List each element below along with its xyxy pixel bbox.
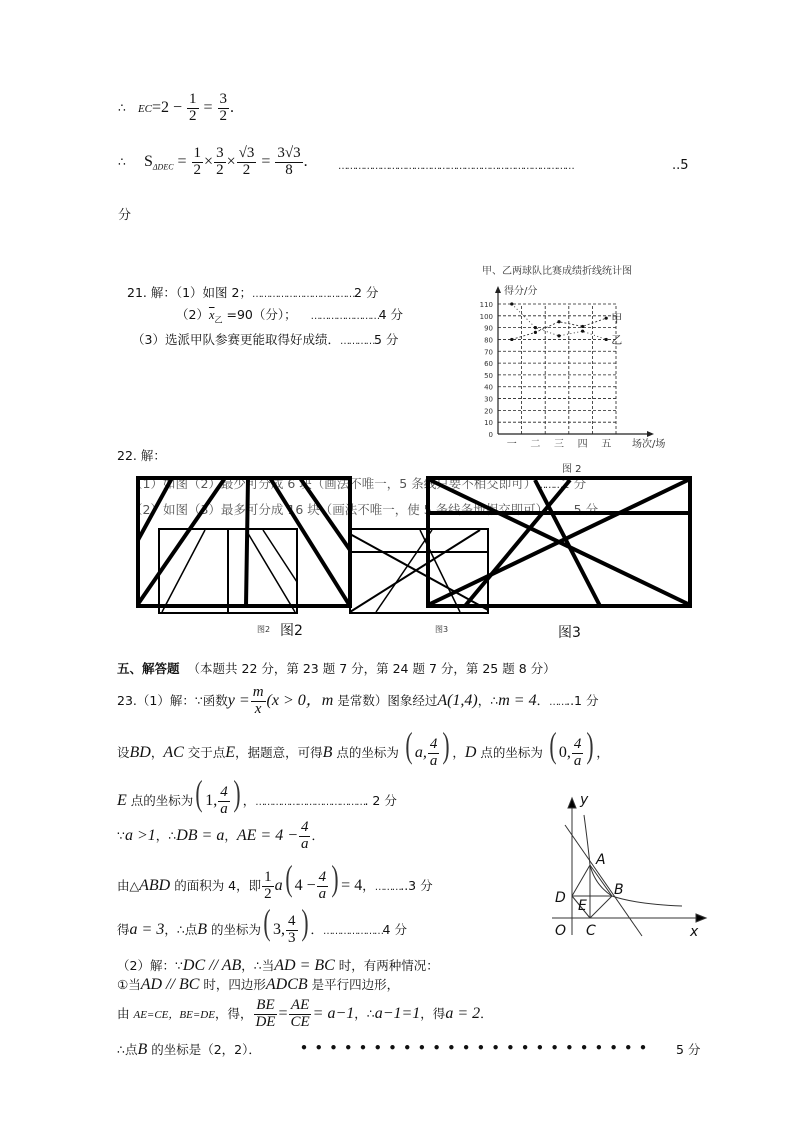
text: ∵ [117,827,125,843]
den: x [254,700,262,717]
x-label: x [690,924,699,940]
text: ，得， [214,1005,253,1021]
math: = 4 [341,877,363,894]
math: y = [227,691,250,709]
q23-line3: E 点的坐标为( 1, $\frac{4}{a}$ ) ，…………………………………. 2 分 [117,773,397,817]
math: a = 2 [445,1004,481,1022]
eq-text: = [177,152,187,170]
q22-heading: 22. 解： [117,448,166,463]
y-tick-label: 90 [484,324,493,333]
y-axis-arrow-icon [495,286,501,293]
fig2-caption: 图2 [280,623,303,639]
text: 由 [117,1005,134,1021]
math: m [321,691,334,709]
math: a >1 [124,826,156,844]
data-point [581,325,584,328]
den: 2 [242,161,251,178]
text: ． [311,827,324,843]
eq-text: =2 − [152,98,183,116]
x-tick-label: 一 [506,439,517,450]
text: ． [480,1005,493,1021]
math: E [225,744,236,761]
text: （2）如图（3）最多可分成 16 块（画法不唯一，使 5 条线条地相交即可） [130,502,549,517]
text: ． [536,692,550,708]
y-axis-arrow-icon [568,798,576,808]
line-chart [470,260,692,475]
x-tick-label: 五 [601,439,612,450]
den: CE [290,1013,310,1030]
num: 4 [318,869,327,886]
text: ，∴ [477,692,499,708]
num: 1 [189,91,197,107]
figure-2-3-drawings [130,470,700,620]
ec-label: EC [137,102,152,115]
data-point [605,338,608,341]
fraction [218,785,230,818]
num: 4 [220,784,228,801]
series-label: 甲 [611,312,623,326]
math: a−1=1 [374,1004,421,1022]
text: ，∴ [155,827,177,843]
leader-dots: ………… [339,336,374,347]
therefore-symbol: ∴ [118,99,126,115]
fraction [288,998,311,1031]
math: a, [414,744,427,761]
den: 2 [216,161,224,178]
data-point [510,338,513,341]
num: 4 [429,736,438,753]
text: =90（分）； [222,307,297,322]
point-b-label: B [614,882,624,898]
fraction [428,737,440,770]
fraction [262,870,274,903]
text: ， [150,745,164,760]
score: 5 分 [373,332,399,347]
q23-line2: 设BD，AC 交于点E，据题意，可得B 点的坐标为 ( a, $\frac{4}{a}$ ) ，D 点的坐标为 ( 0, $\frac{4}{a}$ ) ， [117,725,609,769]
q23-line10 [117,1040,261,1059]
text: （3）选派甲队参赛更能取得好成绩． [132,332,340,347]
score: 5 分 [676,1042,701,1057]
y-tick-label: 30 [484,395,493,404]
eq-text: = [261,152,271,170]
mean-symbol: $\overline{x}$ [208,308,215,322]
num: √3 [238,145,255,161]
den: 2 [219,107,228,124]
point-d-label: D [555,890,566,906]
data-point [534,331,537,334]
y-tick-label: 40 [484,383,493,392]
text: ，∴ [354,1005,375,1021]
leader-dots: …………………… [310,311,379,322]
text: 点的坐标为 [332,745,399,760]
score: ..5 [672,158,689,173]
text: ， [596,745,609,760]
fig2-outer-rect [138,478,350,606]
point-e-label: E [578,898,587,914]
math: m = 4 [498,691,537,709]
x-tick-label: 三 [554,439,564,450]
num: 3√3 [277,145,301,161]
y-axis-label: 得分/分 [504,286,538,297]
leader-dots: ……… [374,882,401,893]
y-label: y [580,792,589,808]
math: D [464,744,477,761]
score: 2 分 [353,285,379,300]
math: a = 3 [129,921,165,938]
series-label: 乙 [611,333,623,347]
fraction [572,737,584,770]
leader-dots: ……… [536,480,562,491]
y-tick-label: 80 [484,336,493,345]
math: B [197,921,208,938]
num: 4 [573,736,582,753]
text: 21. 解：（1）如图 2； [127,285,252,300]
num: 3 [219,91,228,107]
text: 是平行四边形， [307,977,400,992]
den: a [300,835,309,852]
text: （1）如图（2）最少可分成 6 块（画法不唯一，5 条线只要不相交即可） [130,476,537,491]
text: 是常数）图象经过 [333,692,438,708]
leader-dots: …… [549,696,567,708]
chart-title: 甲、乙两球队比赛成绩折线统计图 [482,266,632,277]
fig3-small-caption: 图3 [435,625,449,634]
text: 点的坐标为 [126,793,194,808]
y-tick-label: 70 [484,348,493,357]
num: 4 [300,819,309,835]
text: ，∴当 [241,958,275,973]
q23-line9 [117,998,493,1031]
den: DE [255,1013,276,1030]
math: 3, [273,921,286,938]
num: 4 [288,913,296,930]
x-axis-arrow-icon [696,914,706,922]
period: . [303,152,308,170]
text: 23.（1）解：∵函数 [117,692,228,708]
coordinate-figure [550,790,710,940]
point-c-label: C [586,923,596,939]
math: E [117,792,127,809]
data-point [534,326,537,329]
math: B [322,744,333,761]
x-axis-arrow-icon [647,431,654,437]
section-title: 五、解答题 [117,661,180,676]
data-point [557,334,560,337]
leader-dots: ……………………………… [251,289,354,300]
text: ． [310,922,324,937]
math: 4 − [294,877,316,894]
math: BD [129,744,151,761]
origin-label: O [555,923,567,939]
q23-line1 [117,685,598,718]
text: ， [224,827,237,843]
q23-line5: 由△ABD 的面积为 4，即 $\frac{1}{2}$ a( 4 − $\frac{4}{a}$ ) = 4，………..3 分 [117,858,433,902]
math: AE=CE，BE=DE [133,1008,215,1021]
score: 5 分 [573,502,599,517]
y-tick-label: 10 [484,419,493,428]
data-point [557,320,560,323]
fraction [275,146,302,179]
text: 得 [117,922,130,937]
math: ABD [139,877,171,894]
text: ∴点 [117,1042,138,1057]
q23-line4 [117,820,324,853]
text: 的坐标为 [207,922,262,937]
math: DB = a [176,826,225,844]
fraction [251,685,266,718]
text: 由△ [117,878,140,893]
den: 2 [193,161,202,178]
text: 的面积为 4，即 [170,878,262,893]
score: 2 分 [561,476,587,491]
den: 2 [264,886,272,902]
den: a [429,753,438,769]
area-subscript: ΔDEC [152,162,174,172]
num: AE [290,997,310,1013]
leader-dots: • • • • • • • • • • • • • • • • • • • • • • • • [300,1040,649,1055]
math: = [278,1004,288,1022]
text: 点的坐标为 [476,745,543,760]
score: 4 分 [382,922,407,937]
den: 3 [288,930,296,946]
fig2-small-caption: 图2 [257,625,271,634]
math: = a−1 [312,1004,355,1022]
score: . 2 分 [364,793,397,808]
math: 1, [205,792,218,809]
den: 2 [189,107,197,124]
q21-line1 [127,283,378,301]
q21-line2 [176,305,403,326]
fraction [187,92,199,125]
y-tick-label: 110 [479,301,493,309]
text: 时，有两种情况： [334,958,439,973]
leader-dots: ………………………………… [255,797,365,808]
fraction [218,92,230,125]
text: 设 [117,745,130,760]
x-tick-label: 二 [530,439,541,450]
fraction [237,146,257,179]
data-point [510,302,513,305]
text: ，得 [420,1005,446,1021]
math: A(1,4) [437,691,478,709]
score-unit: 分 [118,208,132,223]
q21-line3 [132,330,398,348]
leader-dots: ……… [548,506,574,517]
q23-line6: 得a = 3，∴点B 的坐标为( 3, $\frac{4}{3}$ ) ．…………………4 分 [117,902,407,946]
score: 4 分 [378,307,404,322]
math: 0, [558,744,571,761]
math: AC [163,744,184,761]
section-heading [117,659,556,677]
num: 3 [216,145,224,161]
text: ， [452,745,465,760]
leader-dots: ………………… [323,926,383,937]
data-point [605,317,608,320]
q23-line7 [117,956,439,975]
x-axis-label: 场次/场 [632,439,666,450]
text: ， [362,878,375,893]
text: 时，四边形 [199,977,266,992]
den: a [573,753,582,769]
fraction [192,146,204,179]
math: AE = 4 − [236,826,298,844]
score: ..1 分 [566,692,599,708]
math: B [137,1041,148,1058]
therefore-symbol: ∴ [118,153,126,169]
area-symbol: S [143,152,153,170]
y-tick-label: 0 [488,431,493,439]
times: × [226,152,236,170]
times: × [204,152,214,170]
den: a [318,886,327,902]
y-tick-label: 20 [484,407,493,416]
fraction [286,914,298,947]
q23-line8 [117,975,399,994]
fraction [214,146,226,179]
subscript: 乙 [214,315,223,325]
text: ，∴点 [164,922,198,937]
leader-dots: ………………………………………………………………………… [338,161,574,172]
math: AD // BC [140,976,200,993]
num: BE [256,997,275,1013]
y-tick-label: 50 [484,371,493,380]
text: 的坐标是（2，2）． [147,1042,261,1057]
math: a [274,877,283,894]
y-tick-label: 100 [479,312,493,321]
math: (x > 0， [266,691,322,709]
text: ， [242,793,256,808]
math: ADCB [265,976,308,993]
q20-line2 [118,146,308,179]
num: 1 [193,145,202,161]
text: ，据题意，可得 [235,745,323,760]
text: （2）解：∵ [117,958,183,973]
fraction [299,820,311,853]
text: 交于点 [183,745,226,760]
point-a-label: A [596,852,606,868]
eq-text: = [203,98,213,116]
q20-line1 [118,92,234,125]
chart-caption: 图 2 [562,464,582,475]
den: a [220,801,228,817]
data-point [581,330,584,333]
period: . [230,98,235,116]
text: ①当 [117,977,141,992]
section-note: （本题共 22 分，第 23 题 7 分，第 24 题 7 分，第 25 题 8 分） [187,661,556,676]
text: （2） [176,307,209,322]
x-tick-label: 四 [577,439,588,450]
fraction [253,998,277,1031]
den: 8 [285,161,293,178]
y-tick-label: 60 [484,360,493,369]
fig3-caption: 图3 [558,625,581,641]
math: AD = BC [274,957,335,974]
fraction [317,870,329,903]
num: 1 [264,869,272,886]
score: ..3 分 [400,878,433,893]
math: DC // AB [182,957,242,974]
num: m [252,684,264,700]
